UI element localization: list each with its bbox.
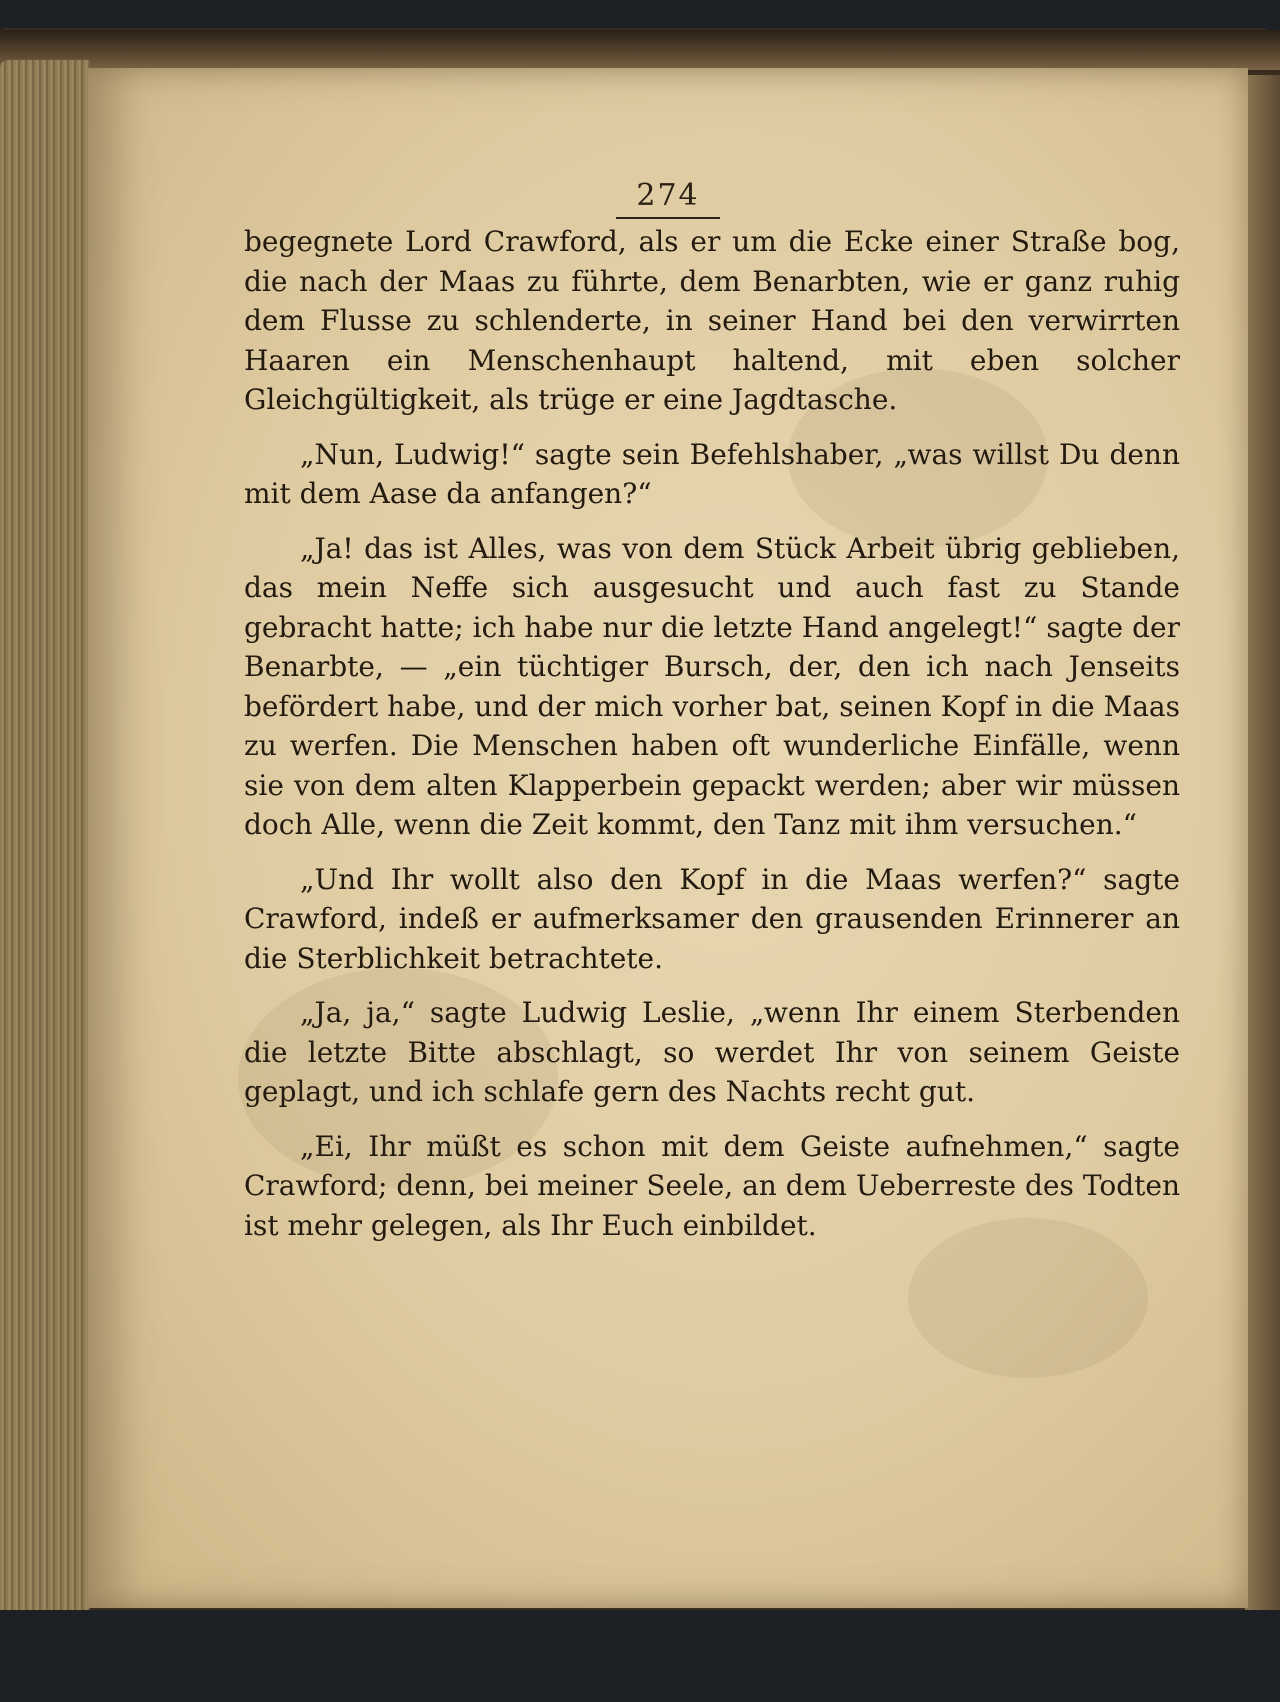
page-body — [244, 222, 1180, 1260]
paragraph: „Und Ihr wollt also den Kopf in die Maas werfen?“ sagte Crawford, indeß er aufmerksamer den grausenden Erinnerer an die Sterblichkeit betrachtete. — [244, 862, 1180, 975]
page-number: 274 — [616, 178, 719, 219]
page-header — [88, 178, 1248, 219]
paragraph: begegnete Lord Crawford, als er um die Ecke einer Straße bog, die nach der Maas zu führte, dem Benarbten, wie er ganz ruhig dem Flusse zu schlenderte, in seiner Hand bei den verwirrten Haaren ein Menschenhaupt haltend, mit eben solcher Gleichgültigkeit, als trüge er eine Jagdtasche. — [244, 225, 1180, 416]
book-top-edge — [0, 30, 1280, 70]
book-page-edges — [0, 60, 90, 1620]
paragraph: „Ja, ja,“ sagte Ludwig Leslie, „wenn Ihr einem Sterbenden die letzte Bitte abschlagt, so werdet Ihr von seinem Geiste geplagt, und ich schlafe gern des Nachts recht gut. — [244, 996, 1180, 1108]
paragraph: „Nun, Ludwig!“ sagte sein Befehlshaber, „was willst Du denn mit dem Aase da anfangen?“ — [244, 437, 1180, 510]
book-right-edge — [1245, 75, 1280, 1620]
paragraph: „Ja! das ist Alles, was von dem Stück Arbeit übrig geblieben, das mein Neffe sich ausgesucht und auch fast zu Stande gebracht hatte; ich habe nur die letzte Hand angelegt!“ sagte der Benarbte, — „ein tüchtiger Bursch, der, den ich nach Jenseits befördert habe, und der mich vorher bat, seinen Kopf in die Maas zu werfen. Die Menschen haben oft wunderliche Einfälle, wenn sie von dem alten Klapperbein gepackt werden; aber wir müssen doch Alle, wenn die Zeit kommt, den Tanz mit ihm versuchen.“ — [244, 531, 1180, 841]
background-bottom — [0, 1610, 1280, 1702]
paragraph: „Ei, Ihr müßt es schon mit dem Geiste aufnehmen,“ sagte Crawford; denn, bei meiner Seele, an dem Ueberreste des Todten ist mehr gelegen, als Ihr Euch einbildet. — [244, 1129, 1180, 1242]
